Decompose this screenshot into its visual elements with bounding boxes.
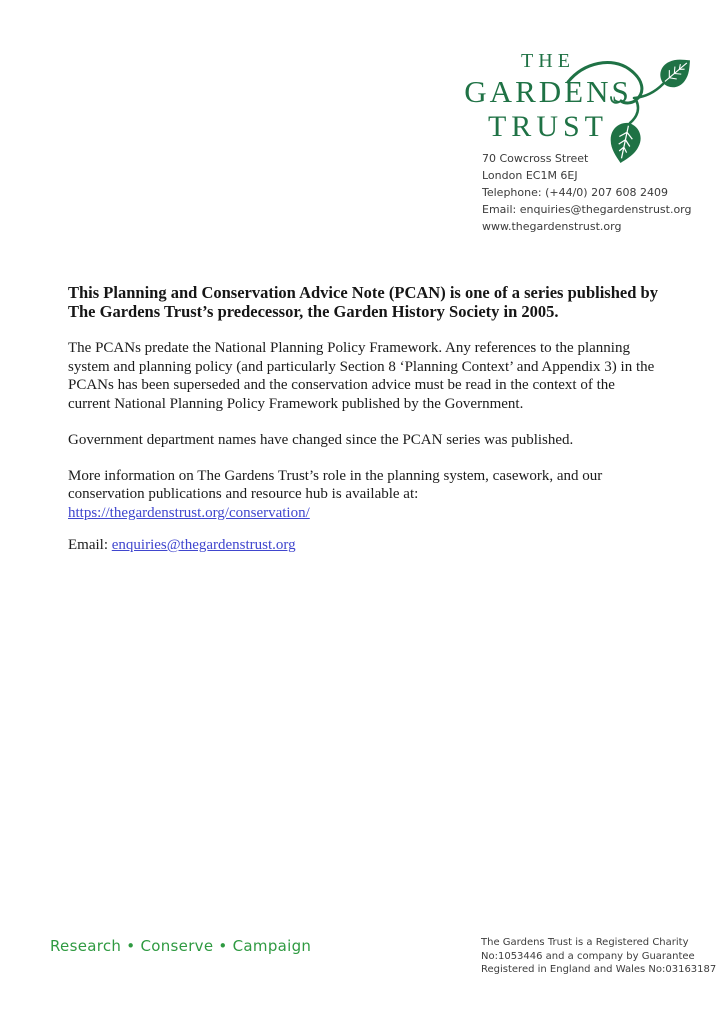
contact-block: [482, 150, 692, 235]
address-line-1: 70 Cowcross Street: [482, 152, 589, 165]
document-heading: This Planning and Conservation Advice Note (PCAN) is one of a series published by The Gardens Trust’s predecessor, the Garden History Society in 2005.: [68, 283, 658, 321]
enquiries-email-link[interactable]: enquiries@thegardenstrust.org: [111, 537, 296, 553]
email-line: Email: enquiries@thegardenstrust.org: [482, 203, 692, 216]
paragraph-pcan-predate: The PCANs predate the National Planning Policy Framework. Any references to the planning system and planning policy (and particularly Section 8 ‘Planning Context’ and Appendix 3) in the PCANs has been superseded and the conservation advice must be read in the context of the current National Planning Policy Framework published by the Government.: [68, 340, 655, 412]
telephone-line: Telephone: (+44/0) 207 608 2409: [482, 186, 669, 199]
logo-word-the: THE: [521, 50, 575, 72]
paragraph-email: [68, 536, 660, 555]
paragraph-more-information: [68, 467, 660, 523]
footer-motto: Research • Conserve • Campaign: [50, 937, 312, 955]
conservation-url-link[interactable]: https://thegardenstrust.org/conservation/: [68, 504, 310, 521]
charity-line-1: The Gardens Trust is a Registered Charity: [481, 937, 689, 948]
logo-word-gardens: GARDENS: [464, 74, 632, 109]
address-line-2: London EC1M 6EJ: [482, 169, 578, 182]
paragraph-department-names: Government department names have changed since the PCAN series was published.: [68, 432, 574, 448]
more-information-text: More information on The Gardens Trust’s role in the planning system, casework, and our conservation publications and resource hub is available at:: [68, 467, 603, 502]
email-label: Email:: [68, 537, 112, 553]
document-body: [68, 283, 660, 555]
website-line: www.thegardenstrust.org: [482, 220, 622, 233]
logo-word-trust: TRUST: [487, 110, 608, 143]
charity-line-2: No:1053446 and a company by Guarantee: [481, 950, 695, 962]
charity-registration-block: [481, 936, 716, 977]
charity-line-3: Registered in England and Wales No:03163187: [481, 964, 717, 975]
